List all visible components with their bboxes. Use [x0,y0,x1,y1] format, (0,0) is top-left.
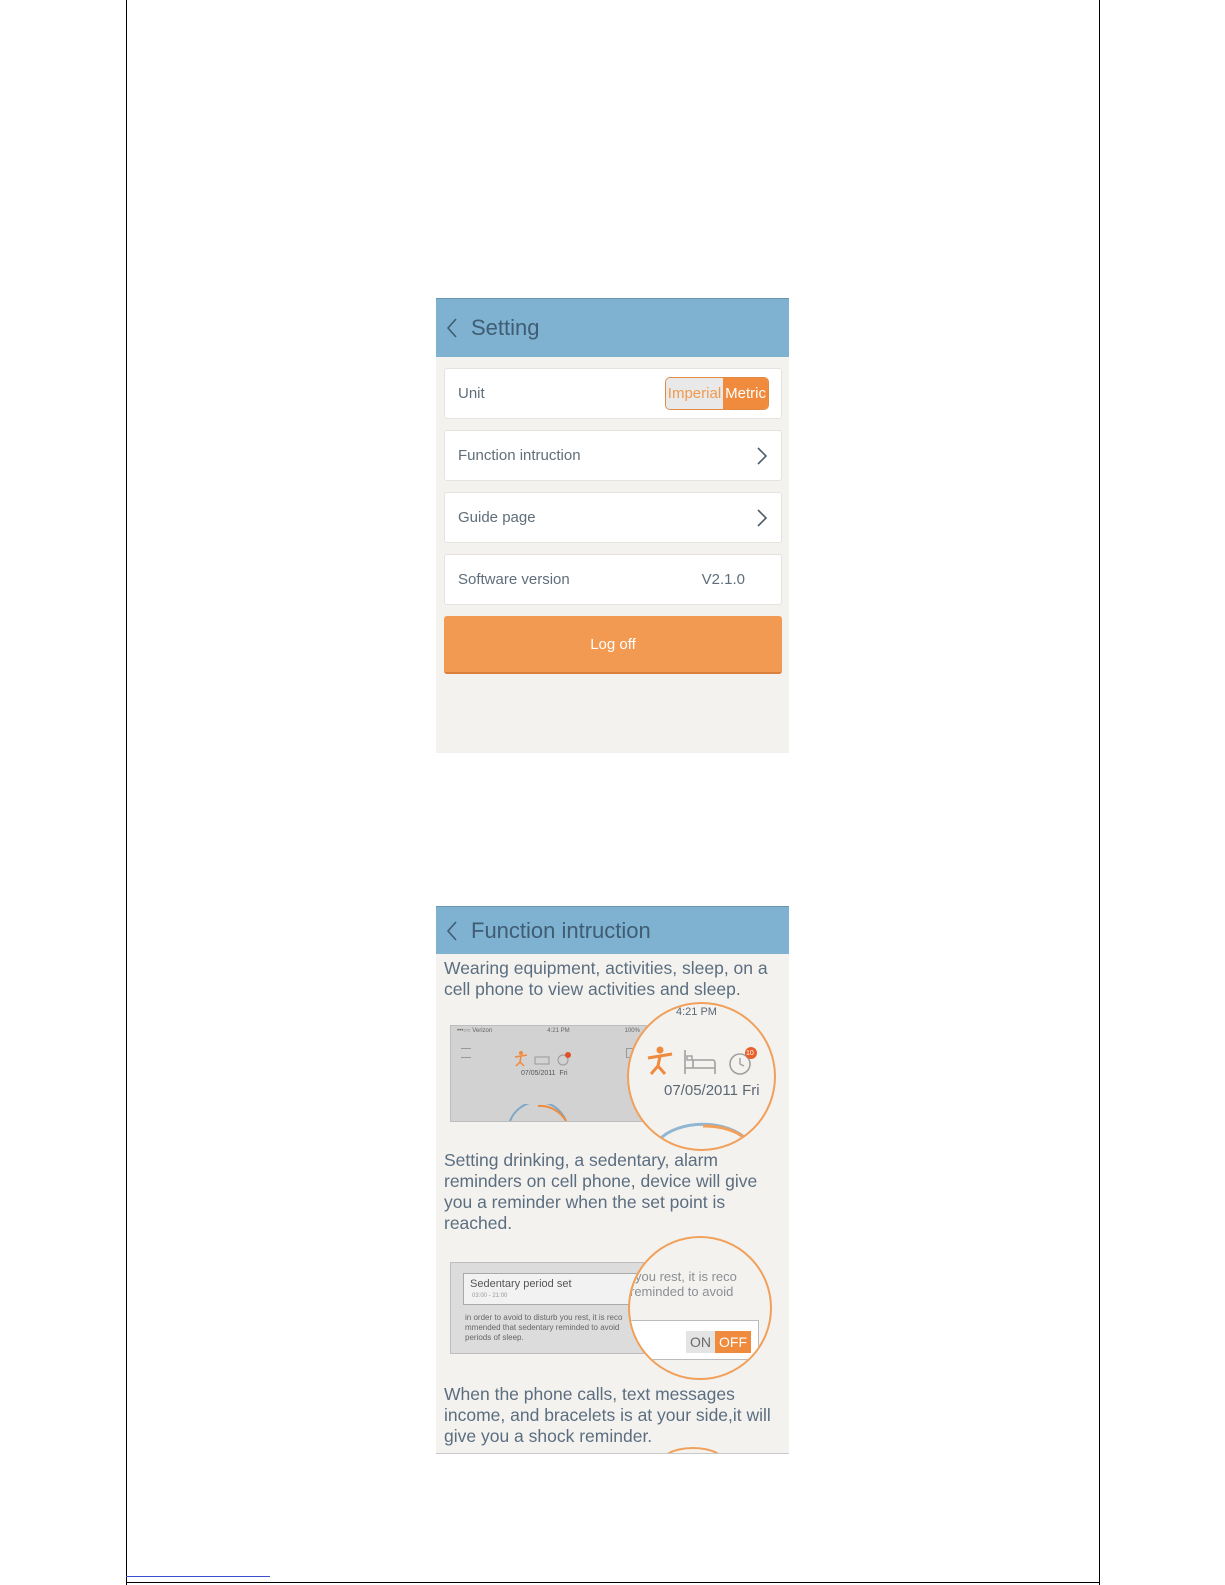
setting-navbar [436,298,789,357]
page-title: Function intruction [471,917,651,943]
mini-progress-arc [506,1104,570,1121]
mini-status-bar [451,1026,646,1038]
guide-page-row[interactable] [444,492,782,543]
chevron-right-icon [755,446,769,466]
unit-label: Unit [458,385,485,402]
alarm-badge: 10 [746,1050,754,1057]
log-off-button[interactable]: Log off [444,616,782,674]
software-version-value: V2.1.0 [701,571,745,588]
intro-paragraph-reminders: Setting drinking, a sedentary, alarm reminders on cell phone, device will give you a reminder when the set point is reached. [444,1150,758,1233]
sedentary-toggle[interactable] [686,1331,751,1353]
software-version-label: Software version [458,571,570,588]
function-intro-screen [436,906,789,1454]
function-intro-row[interactable] [444,430,782,481]
status-icons-row [643,1046,761,1080]
mag-line1: you rest, it is reco [635,1269,737,1284]
mag-progress-arc [657,1122,749,1142]
page-title: Setting [471,315,540,340]
activities-magnifier [624,1002,776,1151]
intro-paragraph-shock: When the phone calls, text messages income, and bracelets is at your side,it will give you a shock reminder. [444,1384,771,1446]
mini-time: 4:21 PM [547,1028,570,1034]
unit-row [444,368,782,419]
mini-menu-icon [461,1048,471,1058]
mini-carrier: •••○○ Verizon [457,1028,493,1034]
screen-bottom-edge [436,1453,789,1454]
footnote-rule [126,1576,270,1577]
unit-option-metric[interactable]: Metric [723,378,768,409]
mag-date: 07/05/2011 Fri [664,1082,760,1099]
setting-screen [436,298,789,753]
back-button[interactable] [445,316,467,340]
reminder-illustration [436,1236,789,1382]
activities-illustration [436,1002,789,1154]
mini-date: 07/05/2011 Fri [521,1070,568,1077]
software-version-row [444,554,782,605]
sleep-icon [685,1050,715,1074]
mag-line2: reminded to avoid [630,1284,734,1299]
toggle-on[interactable]: ON [686,1331,715,1353]
mini-status-icons [513,1050,577,1068]
activity-icon [648,1047,672,1075]
page-border-left [126,0,127,1585]
function-intro-label: Function intruction [458,447,581,464]
mini-phone-screenshot [450,1025,647,1122]
chevron-right-icon [755,508,769,528]
mini-setting-screenshot [450,1262,644,1354]
unit-segmented-control[interactable] [665,377,769,410]
mag-time: 4:21 PM [676,1006,717,1018]
guide-page-label: Guide page [458,509,536,526]
mini-sedentary-field: Sedentary period set 03:00 - 21:00 [463,1273,640,1305]
toggle-off[interactable]: OFF [715,1331,751,1353]
function-navbar [436,906,789,954]
unit-option-imperial[interactable]: Imperial [666,378,723,409]
page-border-bottom [126,1582,1100,1583]
mini-battery: 100% [624,1028,640,1034]
reminder-magnifier [628,1236,772,1380]
page-border-right [1099,0,1100,1585]
intro-paragraph-activities: Wearing equipment, activities, sleep, on a cell phone to view activities and sleep. [444,958,768,999]
mini-note: in order to avoid to disturb you rest, it is reco mmended that sedentary reminded to avoid periods of sleep. [465,1313,623,1342]
chevron-left-icon [445,920,459,942]
chevron-left-icon [445,317,459,339]
back-button[interactable] [445,919,467,943]
